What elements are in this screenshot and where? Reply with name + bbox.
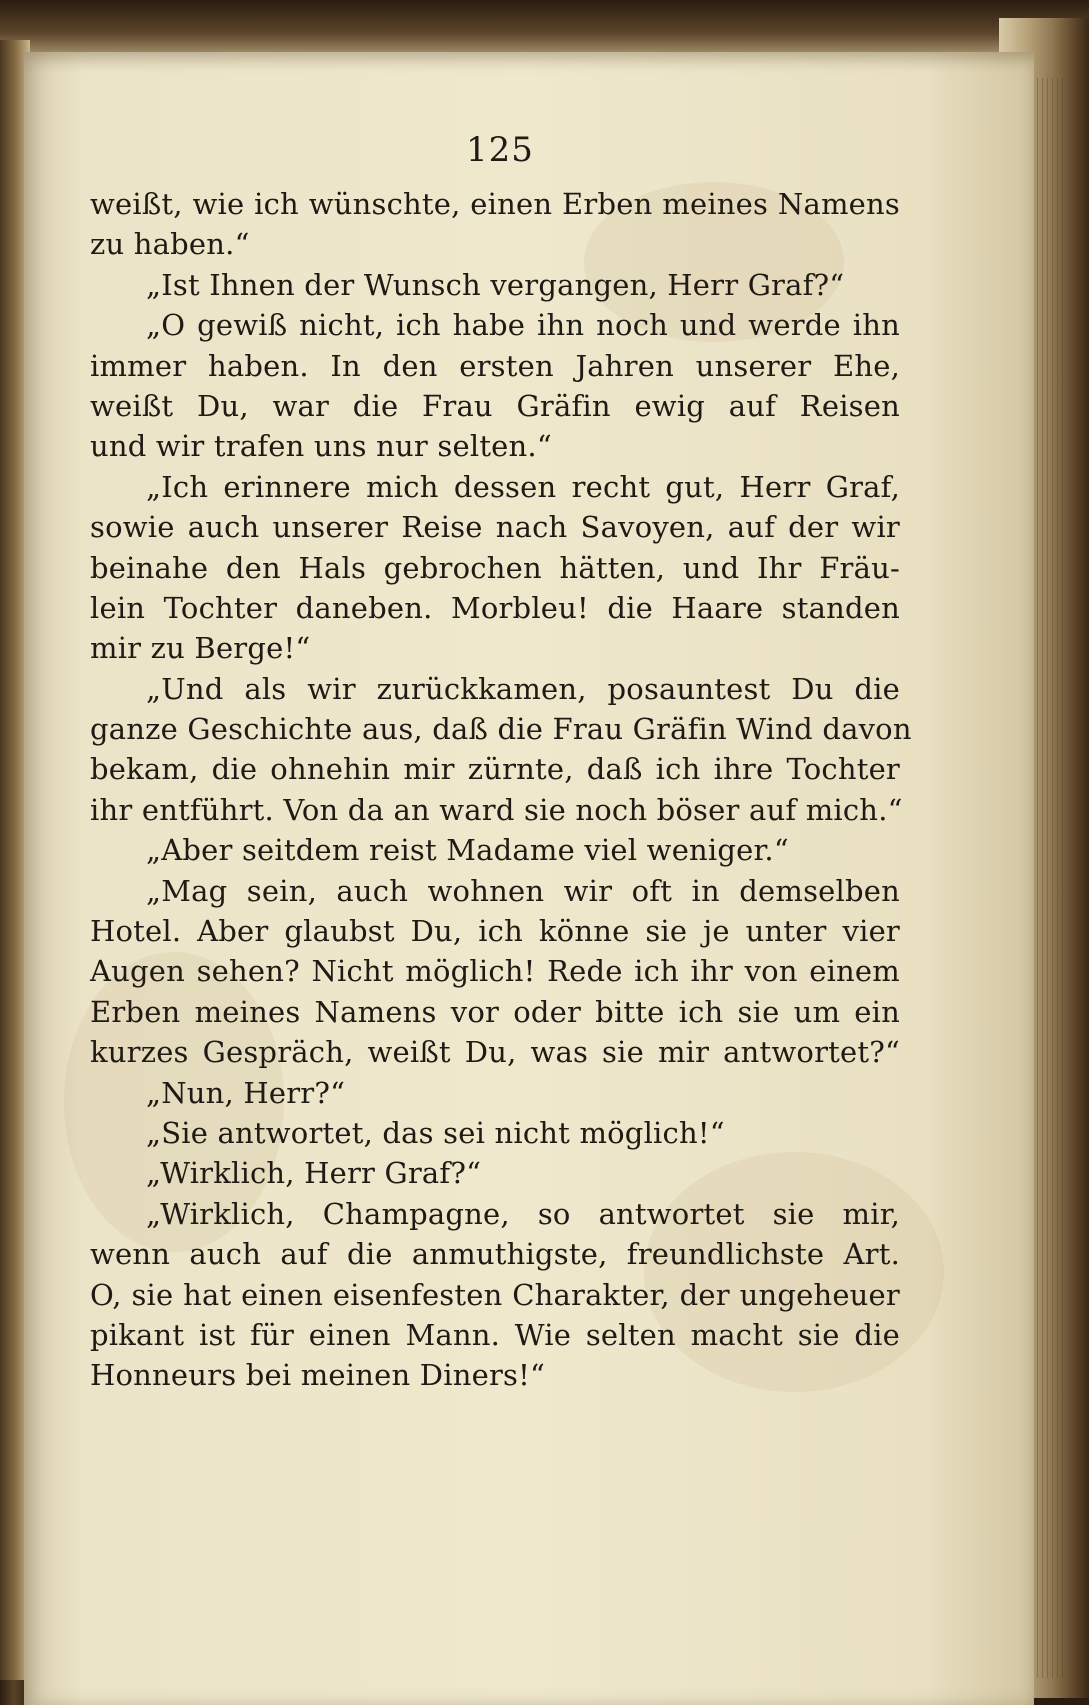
text-line: „Ich erinnere mich dessen recht gut, Herr Graf, bbox=[146, 469, 900, 504]
text-line: wenn auch auf die anmuthigste, freundlichste Art. bbox=[90, 1237, 900, 1272]
text-line: Erben meines Namens vor oder bitte ich sie um ein bbox=[90, 994, 900, 1029]
text-line: „Wirklich, Champagne, so antwortet sie mir, bbox=[146, 1196, 900, 1231]
text-line: „Aber seitdem reist Madame viel weniger.“ bbox=[146, 833, 789, 868]
text-line: „O gewiß nicht, ich habe ihn noch und werde ihn bbox=[146, 308, 900, 343]
text-line: „Wirklich, Herr Graf?“ bbox=[146, 1156, 482, 1191]
text-line: Hotel. Aber glaubst Du, ich könne sie je unter vier bbox=[90, 914, 900, 949]
page-number: 125 bbox=[466, 130, 534, 170]
text-line: „Sie antwortet, das sei nicht möglich!“ bbox=[146, 1115, 725, 1150]
text-line: Augen sehen? Nicht möglich! Rede ich ihr von einem bbox=[90, 954, 900, 989]
text-line: ganze Geschichte aus, daß die Frau Gräfin Wind davon bbox=[90, 712, 912, 747]
text-line: lein Tochter daneben. Morbleu! die Haare standen bbox=[90, 590, 900, 625]
book-page bbox=[24, 52, 1034, 1705]
text-line: O, sie hat einen eisenfesten Charakter, der ungeheuer bbox=[90, 1277, 900, 1312]
text-line: weißt, wie ich wünschte, einen Erben meines Namens bbox=[90, 187, 900, 221]
text-line: mir zu Berge!“ bbox=[90, 631, 311, 666]
text-line: kurzes Gespräch, weißt Du, was sie mir antwortet?“ bbox=[90, 1035, 900, 1070]
text-line: „Mag sein, auch wohnen wir oft in demselben bbox=[146, 873, 900, 908]
text-line: beinahe den Hals gebrochen hätten, und Ihr Fräu- bbox=[90, 550, 900, 585]
text-line: zu haben.“ bbox=[90, 227, 250, 262]
text-line: sowie auch unserer Reise nach Savoyen, auf der wir bbox=[90, 510, 900, 545]
book-top-edge bbox=[0, 0, 1089, 60]
text-line: pikant ist für einen Mann. Wie selten macht sie die bbox=[90, 1317, 900, 1352]
text-line: „Und als wir zurückkamen, posauntest Du die bbox=[146, 671, 900, 706]
text-line: weißt Du, war die Frau Gräfin ewig auf Reisen bbox=[90, 388, 900, 423]
page-content bbox=[90, 130, 912, 1396]
text-line: Honneurs bei meinen Diners!“ bbox=[90, 1358, 545, 1393]
text-line: immer haben. In den ersten Jahren unserer Ehe, bbox=[90, 348, 900, 383]
text-line: und wir trafen uns nur selten.“ bbox=[90, 429, 552, 464]
text-line: „Nun, Herr?“ bbox=[146, 1075, 346, 1110]
text-line: „Ist Ihnen der Wunsch vergangen, Herr Graf?“ bbox=[146, 267, 845, 302]
text-line: bekam, die ohnehin mir zürnte, daß ich ihre Tochter bbox=[90, 752, 900, 787]
text-line: ihr entführt. Von da an ward sie noch böser auf mich.“ bbox=[90, 792, 903, 827]
